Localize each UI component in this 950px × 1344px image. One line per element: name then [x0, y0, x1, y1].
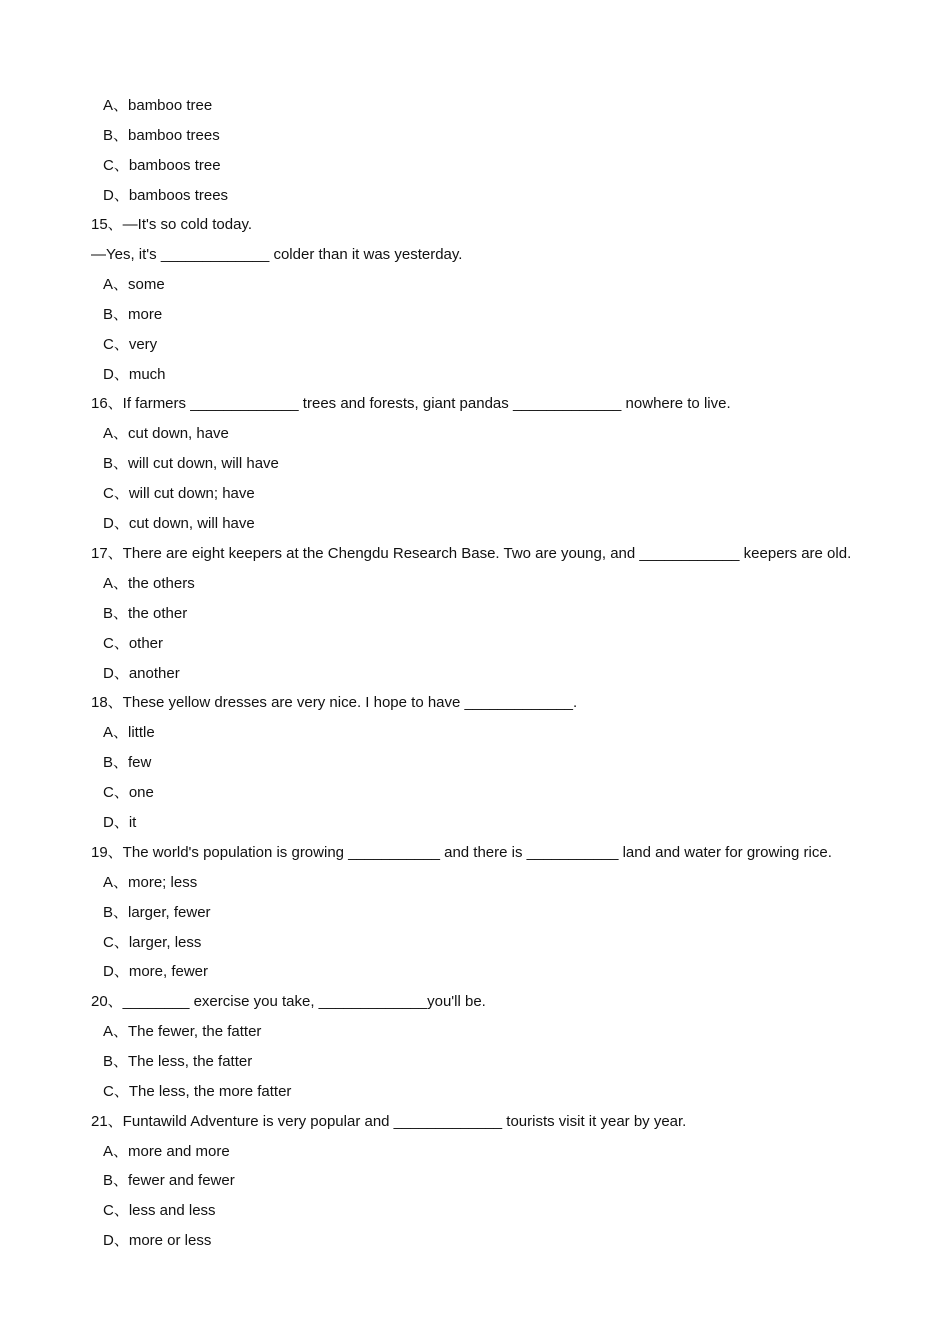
- option-line: C、bamboos tree: [103, 157, 221, 174]
- option-line: A、cut down, have: [103, 425, 229, 442]
- option-line: A、little: [103, 724, 155, 741]
- option-line: C、other: [103, 635, 164, 652]
- question-line: 21、Funtawild Adventure is very popular and _____________ tourists visit it year by year.: [91, 1113, 687, 1130]
- option-line: C、less and less: [103, 1202, 216, 1219]
- option-line: A、bamboo tree: [103, 97, 213, 114]
- question-line: —Yes, it's _____________ colder than it was yesterday.: [91, 246, 463, 263]
- option-line: B、larger, fewer: [103, 904, 211, 921]
- option-line: C、one: [103, 784, 154, 801]
- question-line: 15、—It's so cold today.: [91, 216, 252, 233]
- option-line: A、The fewer, the fatter: [103, 1023, 262, 1040]
- option-line: C、larger, less: [103, 934, 202, 951]
- option-line: B、bamboo trees: [103, 127, 220, 144]
- option-line: C、very: [103, 336, 158, 353]
- option-line: B、fewer and fewer: [103, 1172, 235, 1189]
- option-line: D、bamboos trees: [103, 187, 229, 204]
- question-line: 17、There are eight keepers at the Chengdu Research Base. Two are young, and ____________ keepers are old.: [91, 545, 852, 562]
- option-line: C、The less, the more fatter: [103, 1083, 292, 1100]
- option-line: A、the others: [103, 575, 195, 592]
- option-line: D、much: [103, 366, 166, 383]
- question-line: 16、If farmers _____________ trees and forests, giant pandas _____________ nowhere to live.: [91, 395, 731, 412]
- option-line: D、it: [103, 814, 137, 831]
- option-line: A、some: [103, 276, 165, 293]
- question-line: 20、________ exercise you take, _____________you'll be.: [91, 993, 486, 1010]
- option-line: D、another: [103, 665, 180, 682]
- option-line: B、will cut down, will have: [103, 455, 279, 472]
- option-line: B、the other: [103, 605, 188, 622]
- option-line: B、more: [103, 306, 163, 323]
- option-line: A、more and more: [103, 1143, 230, 1160]
- option-line: B、few: [103, 754, 152, 771]
- option-line: A、more; less: [103, 874, 198, 891]
- option-line: D、cut down, will have: [103, 515, 255, 532]
- option-line: D、more, fewer: [103, 963, 209, 980]
- option-line: C、will cut down; have: [103, 485, 255, 502]
- question-line: 19、The world's population is growing ___________ and there is ___________ land and water for growing rice.: [91, 844, 832, 861]
- option-line: B、The less, the fatter: [103, 1053, 253, 1070]
- question-line: 18、These yellow dresses are very nice. I hope to have _____________.: [91, 694, 578, 711]
- option-line: D、more or less: [103, 1232, 212, 1249]
